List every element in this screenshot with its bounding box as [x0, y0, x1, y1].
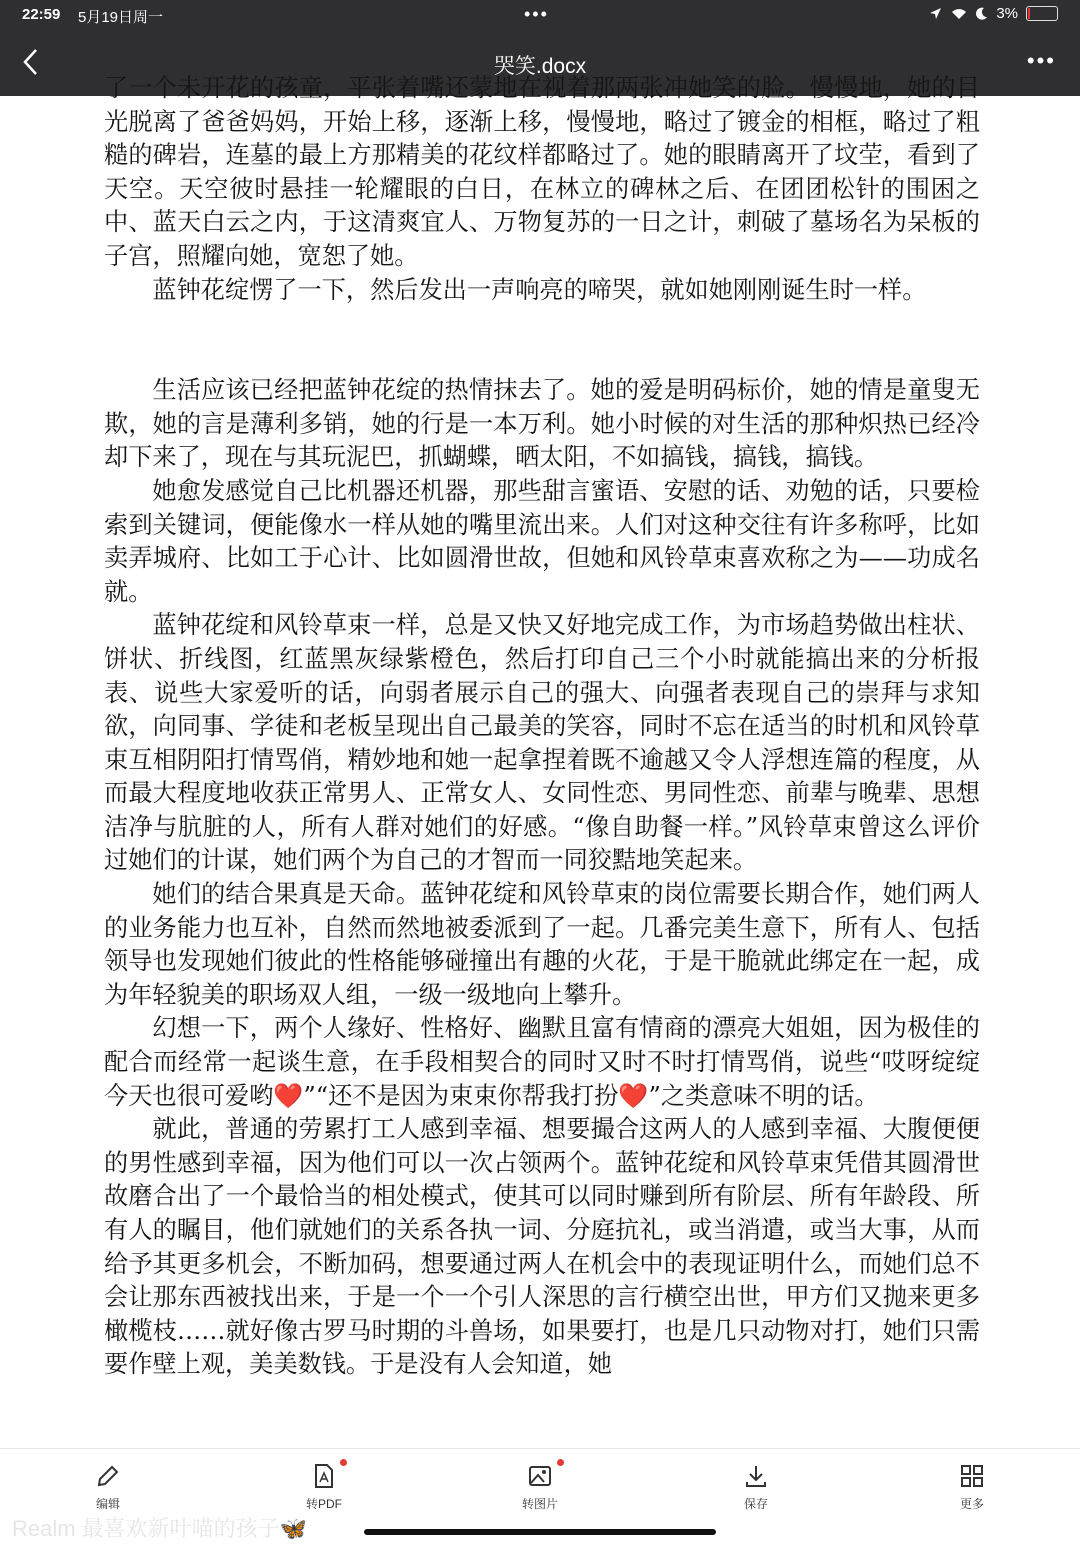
pdf-icon [311, 1463, 337, 1489]
more-label: 更多 [959, 1497, 984, 1511]
to-image-button[interactable] [500, 1463, 580, 1512]
paragraph: 生活应该已经把蓝钟花绽的热情抹去了。她的爱是明码标价，她的情是童叟无欺，她的言是薄利多销，她的行是一本万利。她小时候的对生活的那种炽热已经冷却下来了，现在与其玩泥巴，抓蝴蝶，晒太阳，不如搞钱，搞钱，搞钱。 [104, 376, 980, 472]
more-button[interactable] [932, 1463, 1012, 1512]
location-icon [929, 7, 942, 20]
status-bar [0, 0, 1080, 30]
download-icon [743, 1463, 769, 1489]
to-image-label: 转图片 [521, 1497, 558, 1511]
paragraph: 她愈发感觉自己比机器还机器，那些甜言蜜语、安慰的话、劝勉的话，只要检索到关键词，便能像水一样从她的嘴里流出来。人们对这种交往有许多称呼，比如卖弄城府、比如工于心计、比如圆滑世故，但她和风铃草束喜欢称之为——功成名就。 [104, 476, 980, 606]
wifi-icon [950, 7, 968, 20]
save-label: 保存 [743, 1497, 768, 1511]
save-button[interactable] [716, 1463, 796, 1512]
watermark: Realm 最喜欢新叶喵的孩子🦋 [12, 1516, 308, 1541]
status-date: 5月19日周一 [78, 9, 164, 26]
paragraph: 蓝钟花绽和风铃草束一样，总是又快又好地完成工作，为市场趋势做出柱状、饼状、折线图，红蓝黑灰绿紫橙色，然后打印自己三个小时就能搞出来的分析报表、说些大家爱听的话，向弱者展示自己的强大、向强者表现自己的崇拜与求知欲，向同事、学徒和老板呈现出自己最美的笑容，同时不忘在适当的时机和风铃草束互相阴阳打情骂俏，精妙地和她一起拿捏着既不逾越又令人浮想连篇的程度，从而最大程度地收获正常男人、正常女人、女同性恋、男同性恋、前辈与晚辈、思想洁净与肮脏的人，所有人群对她们的好感。“像自助餐一样。”风铃草束曾这么评价过她们的计谋，她们两个为自己的才智而一同狡黠地笑起来。 [104, 611, 980, 875]
document-body [104, 72, 980, 1448]
image-icon [527, 1463, 553, 1489]
home-indicator[interactable] [364, 1529, 716, 1535]
notification-badge [557, 1459, 564, 1466]
battery-percent: 3% [996, 5, 1018, 22]
paragraph: 幻想一下，两个人缘好、性格好、幽默且富有情商的漂亮大姐姐，因为极佳的配合而经常一起谈生意，在手段相契合的同时又时不时打情骂俏，说些“哎呀绽绽今天也很可爱哟❤️”“还不是因为束束你帮我打扮❤️”之类意味不明的话。 [104, 1014, 980, 1110]
status-time: 22:59 [22, 6, 61, 23]
grid-icon [959, 1463, 985, 1489]
document-title: 哭笑.docx [493, 55, 587, 78]
paragraph-break [104, 307, 980, 374]
status-right [929, 5, 1058, 22]
paragraph: 了一个未开花的孩童，平张着嘴还蒙地在视着那两张冲她笑的脸。慢慢地，她的目光脱离了爸爸妈妈，开始上移，逐渐上移，慢慢地，略过了镀金的相框，略过了粗糙的碑岩，连墓的最上方那精美的花纹样都略过了。她的眼睛离开了坟茔，看到了天空。天空彼时悬挂一轮耀眼的白日，在林立的碑林之后、在团团松针的围困之中、蓝天白云之内，于这清爽宜人、万物复苏的一日之计，刺破了墓场名为呆板的子宫，照耀向她，宽恕了她。 [104, 74, 980, 270]
moon-icon [976, 7, 988, 20]
paragraph: 蓝钟花绽愣了一下，然后发出一声响亮的啼哭，就如她刚刚诞生时一样。 [152, 275, 927, 304]
to-pdf-button[interactable] [284, 1463, 364, 1512]
edit-button[interactable] [68, 1463, 148, 1512]
notification-badge [340, 1459, 347, 1466]
edit-icon [95, 1463, 121, 1489]
more-options-icon[interactable]: ••• [1026, 48, 1056, 73]
to-pdf-label: 转PDF [305, 1497, 342, 1511]
multitask-dots-icon[interactable]: ••• [524, 4, 549, 24]
battery-icon [1026, 6, 1058, 21]
edit-label: 编辑 [95, 1497, 120, 1511]
paragraph: 就此，普通的劳累打工人感到幸福、想要撮合这两人的人感到幸福、大腹便便的男性感到幸福，因为他们可以一次占领两个。蓝钟花绽和风铃草束凭借其圆滑世故磨合出了一个最恰当的相处模式，使其可以同时赚到所有阶层、所有年龄段、所有人的瞩目，他们就她们的关系各执一词、分庭抗礼，或当消遣，或当大事，从而给予其更多机会，不断加码，想要通过两人在机会中的表现证明什么，而她们总不会让那东西被找出来，于是一个一个引人深思的言行横空出世，甲方们又抛来更多橄榄枝……就好像古罗马时期的斗兽场，如果要打，也是几只动物对打，她们只需要作壁上观，美美数钱。于是没有人会知道，她 [104, 1115, 980, 1379]
paragraph: 她们的结合果真是天命。蓝钟花绽和风铃草束的岗位需要长期合作，她们两人的业务能力也互补，自然而然地被委派到了一起。几番完美生意下，所有人、包括领导也发现她们彼此的性格能够碰撞出有趣的火花，于是干脆就此绑定在一起，成为年轻貌美的职场双人组，一级一级地向上攀升。 [104, 880, 980, 1009]
